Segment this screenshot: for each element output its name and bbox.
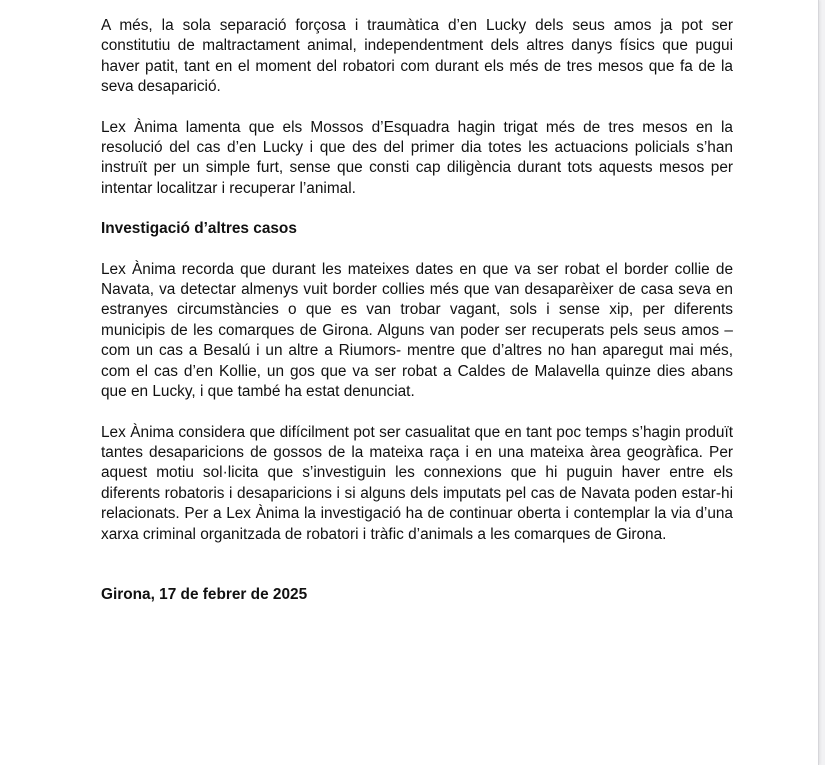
paragraph-separation: A més, la sola separació forçosa i traumàtica d’en Lucky dels seus amos ja pot ser constitutiu de maltractament animal, independentment dels altres danys físics que pugui haver patit, tant en el moment del robatori com durant els més de tres mesos que fa de la seva desaparició. [101,17,733,96]
paragraph-conclusion: Lex Ànima considera que difícilment pot ser casualitat que en tant poc temps s’hagin produït tantes desaparicions de gossos de la mateixa raça i en una mateixa àrea geogràfica. Per aquest motiu sol·licita que s’investiguin les connexions que hi puguin haver entre els diferents robatoris i desaparicions i si alguns dels imputats pel cas de Navata poden estar-hi relacionats. Per a Lex Ànima la investigació ha de continuar oberta i contemplar la via d’una xarxa criminal organitzada de robatori i tràfic d’animals a les comarques de Girona. [101,423,733,543]
paragraph-other-cases: Lex Ànima recorda que durant les mateixes dates en que va ser robat el border collie de Navata, va detectar almenys vuit border collies més que van desaparèixer de casa seva en estranyes circumstàncies o que es van trobar vagant, sols i sense xip, per diferents municipis de les comarques de Girona. Alguns van poder ser recuperats pels seus amos –com un cas a Besalú i un altre a Riumors- mentre que d’altres no han aparegut mai més, com el cas d’en Kollie, un gos que va ser robat a Caldes de Malavella quinze dies abans que en Lucky, i que també ha estat denunciat. [101,260,733,401]
paragraph-gap [101,98,733,118]
document-body [101,16,733,605]
paragraph-gap [101,403,733,423]
paragraph-gap [101,199,733,219]
paragraph-gap [101,545,733,565]
place-date-signoff: Girona, 17 de febrer de 2025 [101,585,308,603]
paragraph-mossos: Lex Ànima lamenta que els Mossos d’Esquadra hagin trigat més de tres mesos en la resolució del cas d’en Lucky i que des del primer dia totes les actuacions policials s’han instruït per un simple furt, sense que consti cap diligència durant tots aquests mesos per intentar localitzar i recuperar l’animal. [101,118,733,197]
paragraph-gap [101,240,733,260]
paragraph-gap [101,565,733,585]
section-heading: Investigació d’altres casos [101,220,297,238]
